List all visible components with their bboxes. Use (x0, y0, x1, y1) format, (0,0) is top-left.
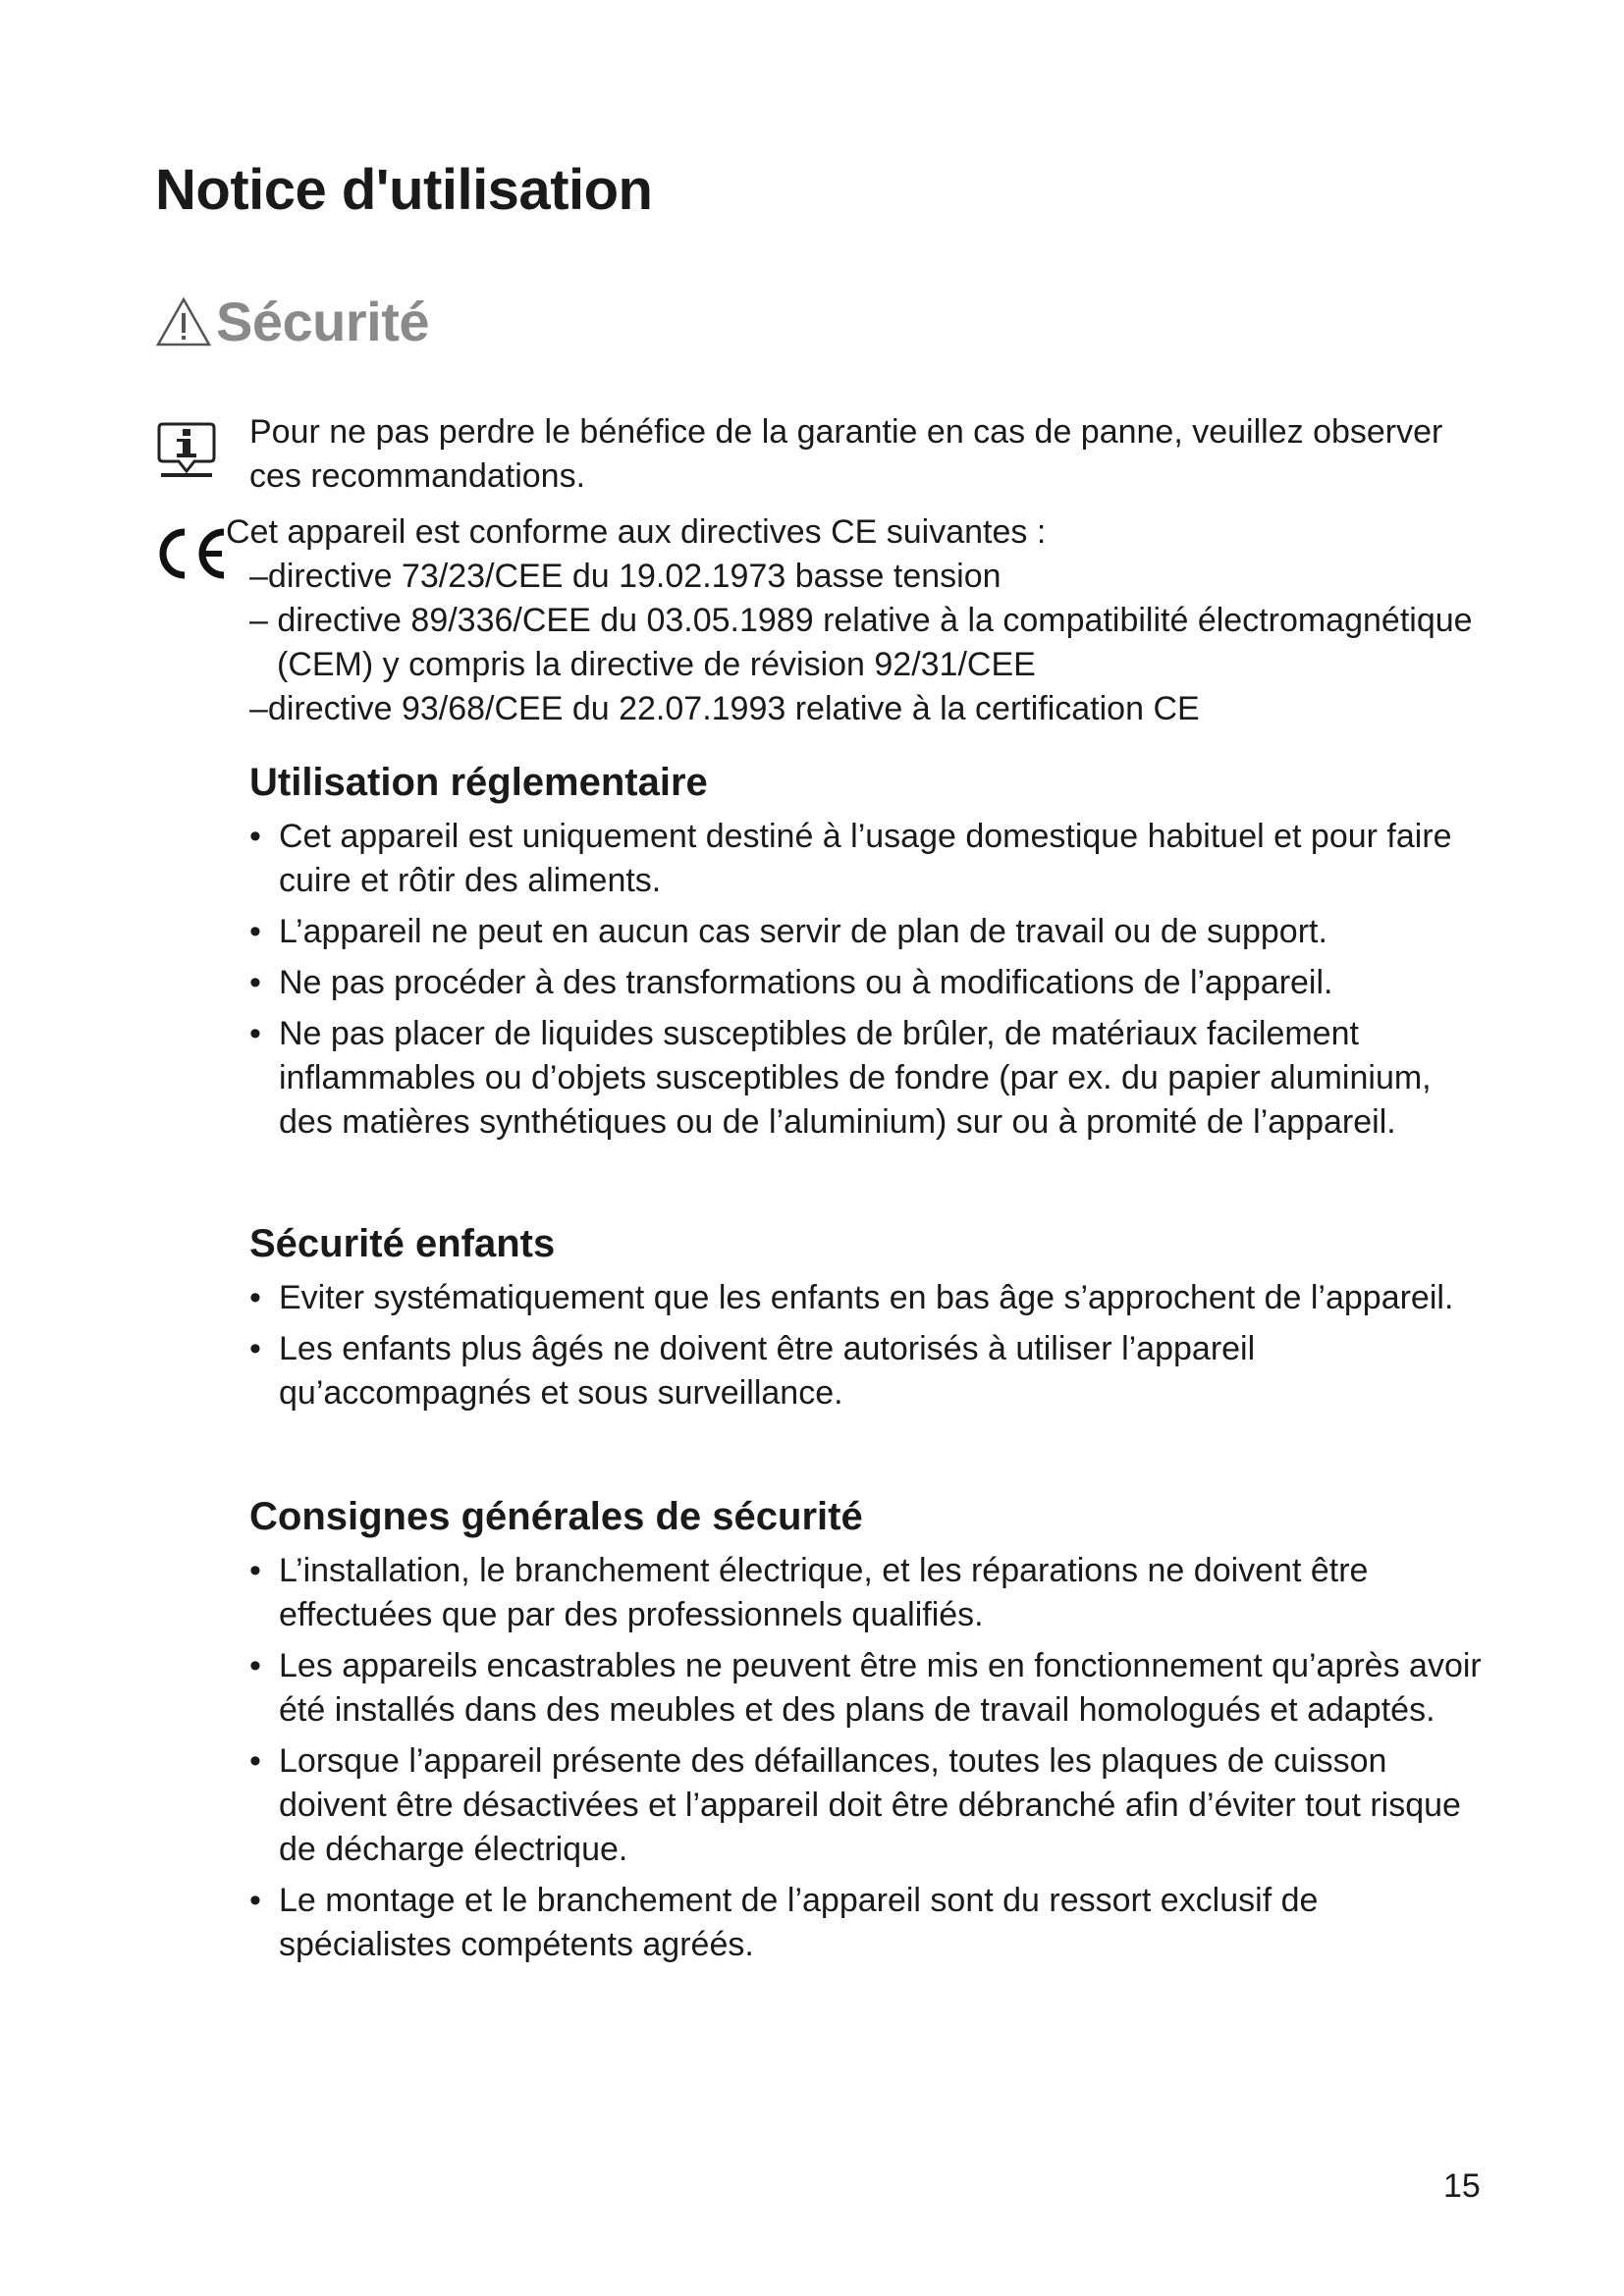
bullet-icon: • (249, 818, 261, 855)
bullet-list (249, 1276, 1491, 1415)
list-item (249, 1549, 1491, 1637)
bullet-icon: • (249, 1552, 261, 1589)
ce-mark-icon (155, 524, 230, 583)
section-heading: Consignes générales de sécurité (249, 1495, 863, 1538)
list-item (249, 1879, 1491, 1967)
list-item (249, 1327, 1491, 1415)
list-item-text: Les enfants plus âgés ne doivent être autorisés à utiliser l’appareil qu’accompagnés et sous surveillance. (279, 1330, 1256, 1412)
ce-directive-item: –directive 73/23/CEE du 19.02.1973 basse tension (249, 558, 1001, 595)
list-item (249, 1276, 1491, 1320)
bullet-icon: • (249, 964, 261, 1001)
list-item (249, 1012, 1491, 1145)
bullet-icon: • (249, 1882, 261, 1919)
list-item-text: L’appareil ne peut en aucun cas servir de plan de travail ou de support. (279, 913, 1327, 950)
section-securite-enfants (249, 1219, 1491, 1422)
list-item-text: Eviter systématiquement que les enfants en bas âge s’approchent de l’appareil. (279, 1279, 1454, 1316)
bullet-icon: • (249, 1279, 261, 1316)
list-item-text: Lorsque l’appareil présente des défaillances, toutes les plaques de cuisson doivent être désactivées et l’appareil doit être débranché afin d’éviter tout risque de décharge électrique. (279, 1742, 1461, 1868)
bullet-icon: • (249, 1330, 261, 1367)
list-item-text: Le montage et le branchement de l’appareil sont du ressort exclusif de spécialistes compétents agréés. (279, 1882, 1319, 1963)
list-item-text: Ne pas placer de liquides susceptibles de brûler, de matériaux facilement inflammables ou d’objets susceptibles de fondre (par ex. du papier aluminium, des matières synthétiques ou de l’aluminium) sur ou à promité de l’appareil. (279, 1015, 1432, 1141)
bullet-list (249, 815, 1491, 1145)
safety-heading (155, 290, 429, 353)
ce-directive-list (249, 555, 1487, 731)
bullet-list (249, 1549, 1491, 1967)
section-utilisation-reglementaire (249, 758, 1491, 1151)
list-item (249, 815, 1491, 903)
list-item (249, 1739, 1491, 1872)
bullet-icon: • (249, 1015, 261, 1052)
section-heading: Sécurité enfants (249, 1222, 556, 1265)
list-item (249, 910, 1491, 954)
ce-directive-item: – directive 89/336/CEE du 03.05.1989 relative à la compatibilité électromagnétique (CEM) y compris la directive de révision 92/31/CEE (249, 602, 1473, 683)
list-item-text: Cet appareil est uniquement destiné à l’usage domestique habituel et pour faire cuire et rôtir des aliments. (279, 818, 1452, 899)
page-number: 15 (1443, 2167, 1481, 2205)
bullet-icon: • (249, 1647, 261, 1684)
list-item (249, 961, 1491, 1005)
list-item-text: Ne pas procéder à des transformations ou à modifications de l’appareil. (279, 964, 1333, 1001)
warning-triangle-icon (155, 296, 212, 347)
info-icon (155, 418, 218, 481)
warranty-notice-text: Pour ne pas perdre le bénéfice de la garantie en cas de panne, veuillez observer ces recommandations. (249, 413, 1443, 495)
list-item (249, 1644, 1491, 1733)
list-item-text: Les appareils encastrables ne peuvent être mis en fonctionnement qu’après avoir été installés dans des meubles et des plans de travail homologués et adaptés. (279, 1647, 1482, 1729)
section-consignes-generales (249, 1492, 1491, 1974)
list-item-text: L’installation, le branchement électrique, et les réparations ne doivent être effectuées que par des professionnels qualifiés. (279, 1552, 1369, 1633)
page-title: Notice d'utilisation (155, 158, 653, 222)
ce-directive-item: –directive 93/68/CEE du 22.07.1993 relative à la certification CE (249, 690, 1200, 727)
safety-heading-text: Sécurité (216, 291, 429, 352)
section-heading: Utilisation réglementaire (249, 761, 708, 804)
ce-intro-text: Cet appareil est conforme aux directives CE suivantes : (226, 513, 1047, 551)
bullet-icon: • (249, 913, 261, 950)
bullet-icon: • (249, 1742, 261, 1780)
